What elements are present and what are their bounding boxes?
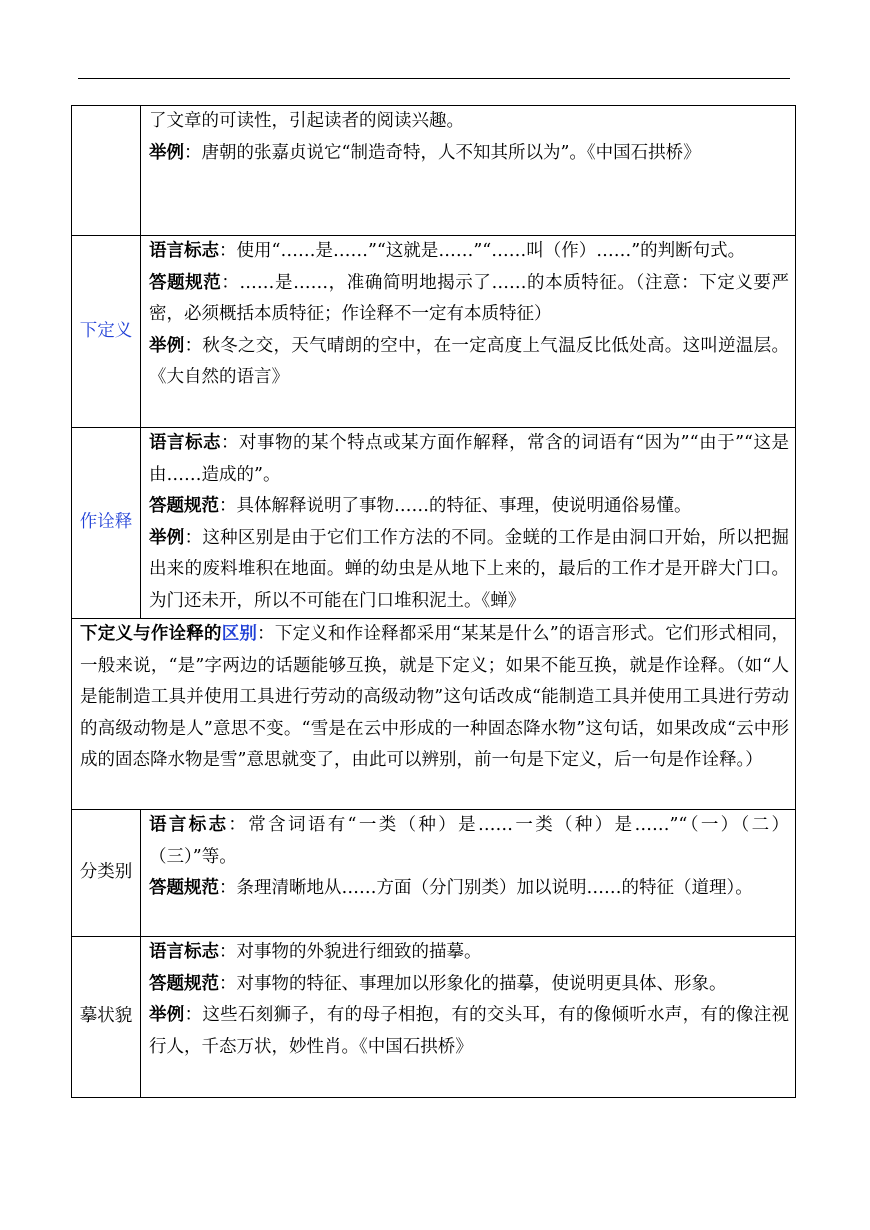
- row-label-empty: [72, 106, 141, 236]
- content-cell: [141, 106, 796, 236]
- header-rule: [78, 78, 790, 79]
- difference-text: ：下定义和作诠释都采用“某某是什么”的语言形式。它们形式相同，一般来说，“是”字两边的话题能够互换，就是下定义；如果不能互换，就是作诠释。（如“人是能制造工具并使用工具进行劳动的高级动物”这句话改成“能制造工具并使用工具进行劳动的高级动物是人”意思不变。“雪是在云中形成的一种固态降水物”这句话，如果改成“云中形成的固态降水物是雪”意思就变了，由此可以辨别，前一句是下定义，后一句是作诠释。）: [80, 624, 789, 770]
- content-cell: [141, 937, 796, 1098]
- answer-norm-text: ：条理清晰地从……方面（分门别类）加以说明……的特征（道理）。: [219, 878, 753, 898]
- language-marker-label: 语言标志: [149, 815, 229, 835]
- table-row: [72, 810, 796, 937]
- language-marker-label: 语言标志: [149, 241, 219, 261]
- table-row: [72, 428, 796, 619]
- method-label-description: 摹状貌: [72, 937, 141, 1098]
- language-marker-text: ：使用“……是……”“这就是……”“……叫（作）……”的判断句式。: [219, 241, 746, 261]
- method-label-classification: 分类别: [72, 810, 141, 937]
- table-row: [72, 106, 796, 236]
- answer-norm-text: ：……是……，准确简明地揭示了……的本质特征。（注意：下定义要严密，必须概括本质特征；作诠释不一定有本质特征）: [149, 272, 789, 324]
- method-label-explanation: 作诠释: [72, 428, 141, 619]
- language-marker-text: ：对事物的某个特点或某方面作解释，常含的词语有“因为”“由于”“这是由……造成的”。: [149, 433, 789, 485]
- content-cell: [141, 428, 796, 619]
- example-text: ：秋冬之交，天气晴朗的空中，在一定高度上气温反比低处高。这叫逆温层。《大自然的语言》: [149, 335, 790, 387]
- example-text: ：这些石刻狮子，有的母子相抱，有的交头耳，有的像倾听水声，有的像注视行人，千态万状，妙性肖。《中国石拱桥》: [149, 1005, 790, 1057]
- language-marker-text: ：对事物的外貌进行细致的描摹。: [219, 942, 482, 962]
- language-marker-label: 语言标志: [149, 433, 222, 453]
- content-cell: [141, 236, 796, 428]
- example-label: 举例: [149, 1005, 185, 1025]
- example-label: 举例: [149, 527, 185, 548]
- example-text: ：这种区别是由于它们工作方法的不同。金蜣的工作是由洞口开始，所以把掘出来的废料堆积在地面。蝉的幼虫是从地下上来的，最后的工作才是开辟大门口。为门还未开，所以不可能在门口堆积泥土。《蝉》: [149, 527, 790, 611]
- continued-text: 了文章的可读性，引起读者的阅读兴趣。: [149, 111, 464, 131]
- answer-norm-text: ：对事物的特征、事理加以形象化的描摹，使说明更具体、形象。: [219, 973, 727, 994]
- difference-highlight: 区别: [221, 624, 258, 644]
- language-marker-text: ：常含词语有“一类（种）是……一类（种）是……”“（一）（二）（三）”等。: [149, 815, 789, 867]
- example-text: ：唐朝的张嘉贞说它“制造奇特，人不知其所以为”。《中国石拱桥》: [184, 142, 701, 163]
- language-marker-label: 语言标志: [149, 942, 219, 962]
- example-label: 举例: [149, 142, 184, 163]
- content-cell: [141, 810, 796, 937]
- table-row: [72, 236, 796, 428]
- answer-norm-label: 答题规范: [149, 272, 222, 293]
- example-label: 举例: [149, 335, 185, 356]
- table-row: [72, 619, 796, 810]
- answer-norm-text: ：具体解释说明了事物……的特征、事理，使说明通俗易懂。: [219, 496, 692, 516]
- difference-title: 下定义与作诠释的: [80, 624, 222, 644]
- answer-norm-label: 答题规范: [149, 973, 219, 994]
- difference-cell: [72, 619, 796, 810]
- answer-norm-label: 答题规范: [149, 496, 219, 516]
- table-row: [72, 937, 796, 1098]
- answer-norm-label: 答题规范: [149, 878, 219, 898]
- explanation-methods-table: [71, 105, 796, 1098]
- method-label-definition: 下定义: [72, 236, 141, 428]
